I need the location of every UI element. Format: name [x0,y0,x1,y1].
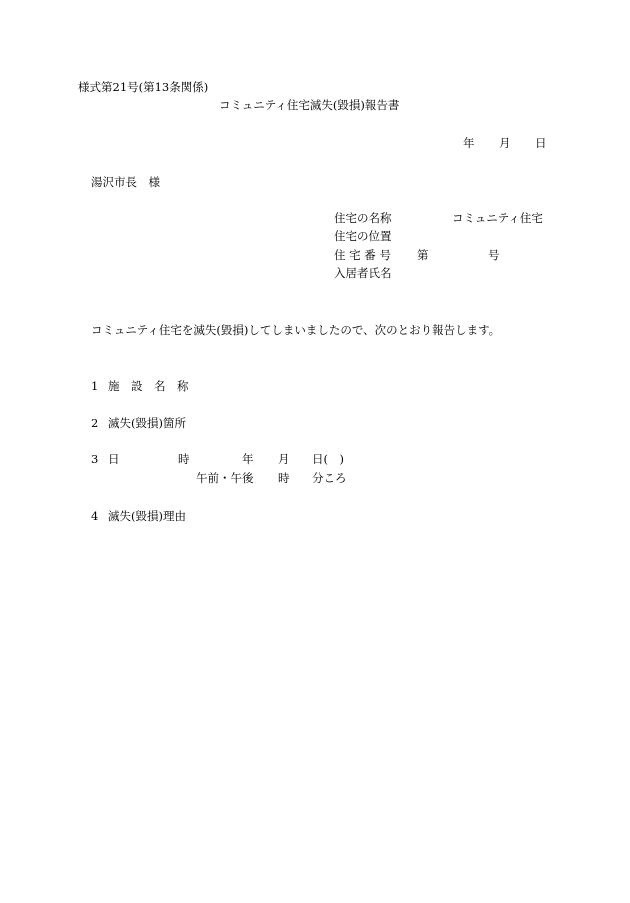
housing-location-label: 住宅の位置 [334,229,392,243]
item-3-label-day: 日 [108,452,120,466]
item-4-label: 滅失(毀損)理由 [108,509,186,523]
item-3-minute: 分ころ [312,471,347,485]
item-3-day-weekday: 日( ) [312,452,344,466]
item-3-hour: 時 [278,471,290,485]
date-day-label: 日 [535,136,547,150]
date-year-label: 年 [463,136,475,150]
item-2-number: 2 [91,416,99,430]
housing-name-label: 住宅の名称 [334,211,392,225]
item-3-year: 年 [242,452,254,466]
item-1-label: 施 設 名 称 [108,379,189,393]
date-month-label: 月 [499,136,511,150]
form-number: 様式第21号(第13条関係) [78,80,209,94]
item-4-number: 4 [91,509,99,523]
housing-number-label: 住 宅 番 号 [334,248,391,262]
housing-number-prefix: 第 [417,248,429,262]
item-3-number: 3 [91,452,99,466]
item-3-month: 月 [278,452,290,466]
item-3-ampm: 午前・午後 [196,471,254,485]
addressee: 湯沢市長 様 [91,175,160,189]
document-title: コミュニティ住宅滅失(毀損)報告書 [219,98,400,112]
item-3-label-time: 時 [178,452,190,466]
item-2-label: 滅失(毀損)箇所 [108,416,186,430]
report-statement: コミュニティ住宅を滅失(毀損)してしまいましたので、次のとおり報告します。 [91,323,501,337]
item-1-number: 1 [91,379,99,393]
resident-name-label: 入居者氏名 [334,266,392,280]
housing-number-suffix: 号 [488,248,500,262]
housing-name-value: コミュニティ住宅 [452,211,543,225]
